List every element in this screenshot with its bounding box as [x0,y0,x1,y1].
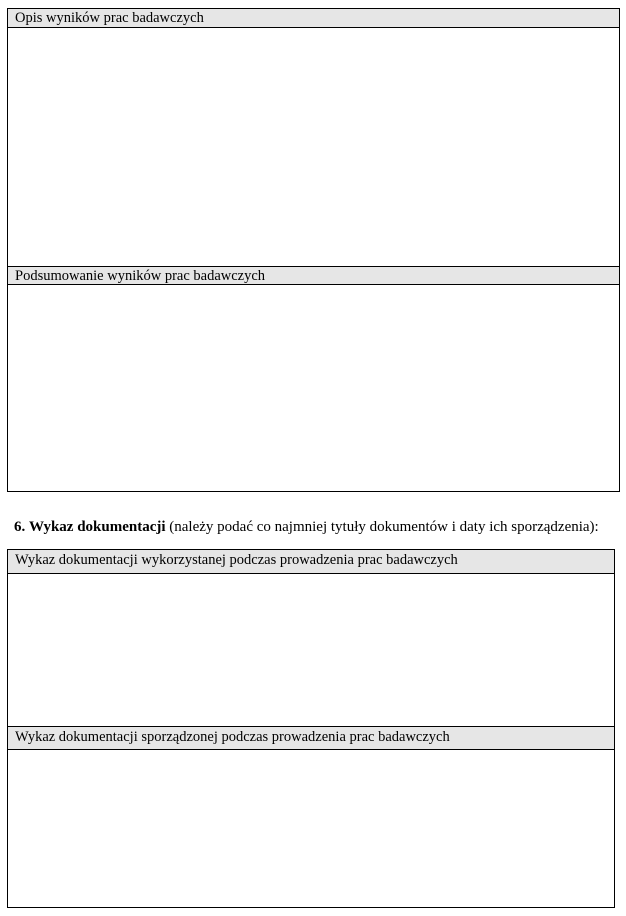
section-6-title: Wykaz dokumentacji [29,519,166,535]
section-6-note: (należy podać co najmniej tytuły dokumentów i daty ich sporządzenia): [169,519,599,535]
documentation-list-table [7,549,615,908]
research-results-description-header: Opis wyników prac badawczych [8,9,619,28]
documentation-used-header: Wykaz dokumentacji wykorzystanej podczas prowadzenia prac badawczych [8,550,614,574]
research-results-table [7,8,620,492]
research-results-description-field[interactable] [8,28,619,266]
documentation-used-field[interactable] [8,574,614,726]
section-6-number: 6. [14,519,26,535]
section-6-heading [14,518,599,536]
research-results-summary-header: Podsumowanie wyników prac badawczych [8,266,619,285]
documentation-created-header: Wykaz dokumentacji sporządzonej podczas prowadzenia prac badawczych [8,726,614,750]
